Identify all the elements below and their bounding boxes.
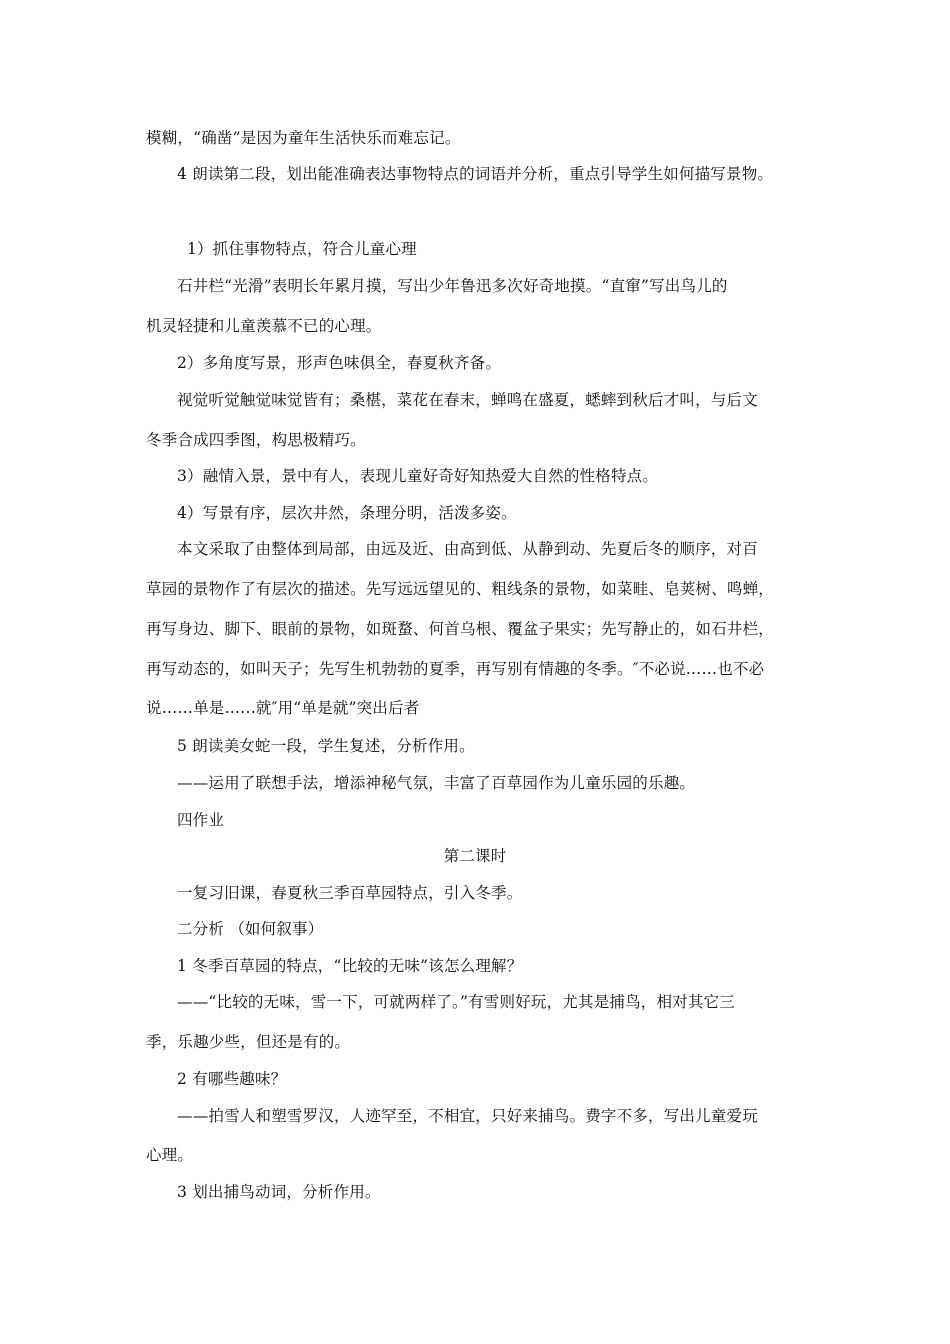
text-line: 一复习旧课，春夏秋三季百草园特点，引入冬季。	[177, 884, 523, 902]
text-line: 机灵轻捷和儿童羡慕不已的心理。	[146, 317, 382, 335]
lesson-title: 第二课时	[443, 847, 507, 865]
list-item-heading: 3）融情入景，景中有人，表现儿童好奇好知热爱大自然的性格特点。	[177, 467, 659, 485]
text-line: ——“比较的无味，雪一下，可就两样了。”有雪则好玩，尤其是捕鸟，相对其它三	[177, 993, 736, 1011]
text-line: 再写身边、脚下、眼前的景物，如斑蝥、何首乌根、覆盆子果实；先写静止的，如石井栏，	[146, 620, 775, 638]
text-line: 再写动态的，如叫天子；先写生机勃勃的夏季，再写别有情趣的冬季。″不必说……也不必	[146, 660, 765, 678]
section-heading: 二分析 （如何叙事）	[177, 920, 324, 938]
text-line: 2 有哪些趣味？	[177, 1070, 287, 1088]
text-line: ——拍雪人和塑雪罗汉，人迹罕至，不相宜，只好来捕鸟。费字不多，写出儿童爱玩	[177, 1107, 758, 1125]
text-line: 石井栏“光滑”表明长年累月摸，写出少年鲁迅多次好奇地摸。“直窜”写出鸟儿的	[177, 277, 728, 295]
text-line: 说……单是……就″用“单是就”突出后者	[146, 699, 420, 717]
text-line: 草园的景物作了有层次的描述。先写远远望见的、粗线条的景物，如菜畦、皂荚树、鸣蝉，	[146, 580, 775, 598]
text-line: 季，乐趣少些，但还是有的。	[146, 1033, 351, 1051]
text-line: 4 朗读第二段，划出能准确表达事物特点的词语并分析，重点引导学生如何描写景物。	[177, 165, 774, 183]
section-heading: 四作业	[177, 811, 225, 829]
list-item-heading: 1）抓住事物特点，符合儿童心理	[187, 240, 417, 258]
text-line: ——运用了联想手法，增添神秘气氛，丰富了百草园作为儿童乐园的乐趣。	[177, 774, 696, 792]
text-line: 3 划出捕鸟动词，分析作用。	[177, 1183, 381, 1201]
text-line: 模糊，“确凿”是因为童年生活快乐而难忘记。	[146, 129, 461, 147]
text-line: 心理。	[146, 1146, 194, 1164]
text-line: 本文采取了由整体到局部，由远及近、由高到低、从静到动、先夏后冬的顺序，对百	[177, 540, 758, 558]
list-item-heading: 2）多角度写景，形声色味俱全，春夏秋齐备。	[177, 354, 502, 372]
text-line: 1 冬季百草园的特点，“比较的无味”该怎么理解？	[177, 957, 523, 975]
text-line: 5 朗读美女蛇一段，学生复述，分析作用。	[177, 737, 475, 755]
text-line: 冬季合成四季图，构思极精巧。	[146, 431, 366, 449]
list-item-heading: 4）写景有序，层次井然，条理分明，活泼多姿。	[177, 504, 517, 522]
text-line: 视觉听觉触觉味觉皆有；桑椹，菜花在春末，蝉鸣在盛夏，蟋蟀到秋后才叫，与后文	[177, 391, 758, 409]
